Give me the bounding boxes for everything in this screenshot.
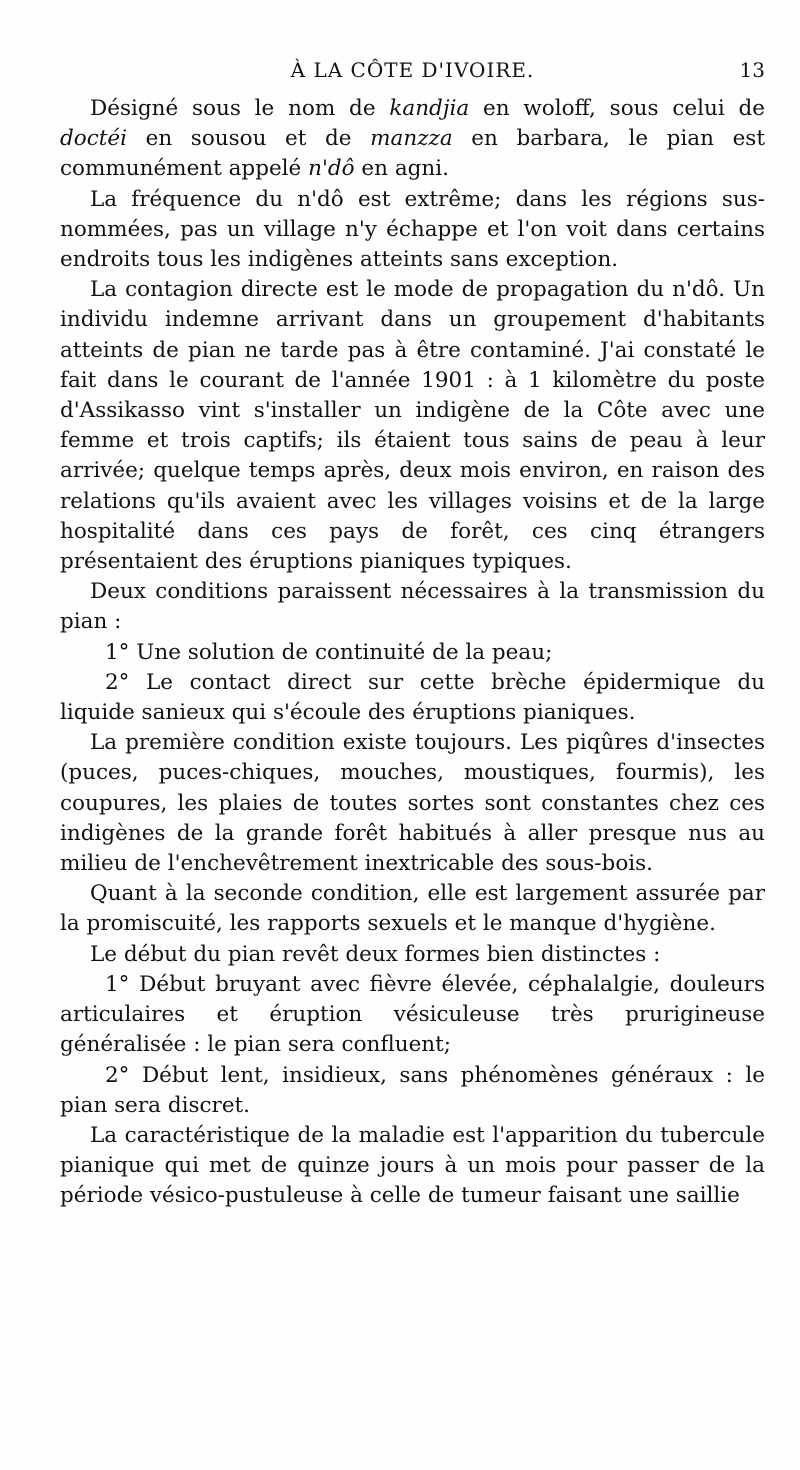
text-run: La première condition existe toujours. Les piqûres d'insectes (puces, puces-chiques, mouches, moustiques, fourmis), les coupures, les plaies de toutes sortes sont constantes chez ces indigènes de la grande forêt habitués à aller presque nus au milieu de l'enchevêtrement inextricable des sous-bois.: [60, 730, 765, 877]
paragraph: [60, 728, 765, 879]
italic-term: n'dô: [308, 156, 355, 182]
italic-term: manzza: [370, 126, 453, 152]
paragraph: [60, 275, 765, 577]
text-run: 2° Le contact direct sur cette brèche épidermique du liquide sanieux qui s'écoule des éruptions pianiques.: [60, 669, 765, 726]
paragraph: [60, 940, 765, 970]
text-run: Désigné sous le nom de: [90, 96, 390, 121]
text-run: Deux conditions paraissent nécessaires à la transmission du pian :: [60, 579, 765, 635]
text-run: Quant à la seconde condition, elle est largement assurée par la promiscuité, les rapports sexuels et le manque d'hygiène.: [60, 881, 765, 937]
text-run: en woloff, sous celui de: [469, 96, 765, 121]
paragraph: [60, 185, 765, 276]
paragraph: [60, 1061, 765, 1121]
page-number: 13: [739, 58, 765, 82]
paragraph: [60, 1121, 765, 1212]
paragraph: [60, 879, 765, 939]
paragraph: [60, 577, 765, 637]
text-run: 1° Début bruyant avec fièvre élevée, céphalalgie, douleurs articulaires et éruption vésiculeuse très prurigineuse généralisée : le pian sera confluent;: [60, 971, 765, 1058]
paragraph: [60, 94, 765, 185]
text-run: en barbara, le pian est communément appelé: [60, 126, 765, 182]
text-run: 1° Une solution de continuité de la peau;: [105, 639, 553, 665]
italic-term: kandjia: [389, 96, 470, 121]
running-header: [60, 50, 765, 90]
body-text: [60, 94, 765, 1212]
italic-term: doctéi: [60, 126, 127, 152]
paragraph: [60, 638, 765, 668]
text-run: 2° Début lent, insidieux, sans phénomènes généraux : le pian sera discret.: [60, 1062, 765, 1118]
text-run: La contagion directe est le mode de propagation du n'dô. Un individu indemne arrivant dans un groupement d'habitants atteints de pian ne tarde pas à être contaminé. J'ai constaté le fait dans le courant de l'année 1901 : à 1 kilomètre du poste d'Assikasso vint s'installer un indigène de la Côte avec une femme et trois captifs; ils étaient tous sains de peau à leur arrivée; quelque temps après, deux mois environ, en raison des relations qu'ils avaient avec les villages voisins et de la large hospitalité dans ces pays de forêt, ces cinq étrangers présentaient des éruptions pianiques typiques.: [60, 277, 765, 575]
text-run: en agni.: [354, 156, 449, 182]
header-title: À LA CÔTE D'IVOIRE.: [290, 58, 535, 82]
text-run: La fréquence du n'dô est extrême; dans les régions sus-nommées, pas un village n'y échappe et l'on voit dans certains endroits tous les indigènes atteints sans exception.: [60, 186, 765, 273]
paragraph: [60, 970, 765, 1061]
text-run: Le début du pian revêt deux formes bien distinctes :: [90, 941, 661, 967]
text-run: en sousou et de: [127, 126, 371, 152]
text-run: La caractéristique de la maladie est l'apparition du tubercule pianique qui met de quinze jours à un mois pour passer de la période vésico-pustuleuse à celle de tumeur faisant une saillie: [60, 1122, 765, 1209]
paragraph: [60, 668, 765, 728]
